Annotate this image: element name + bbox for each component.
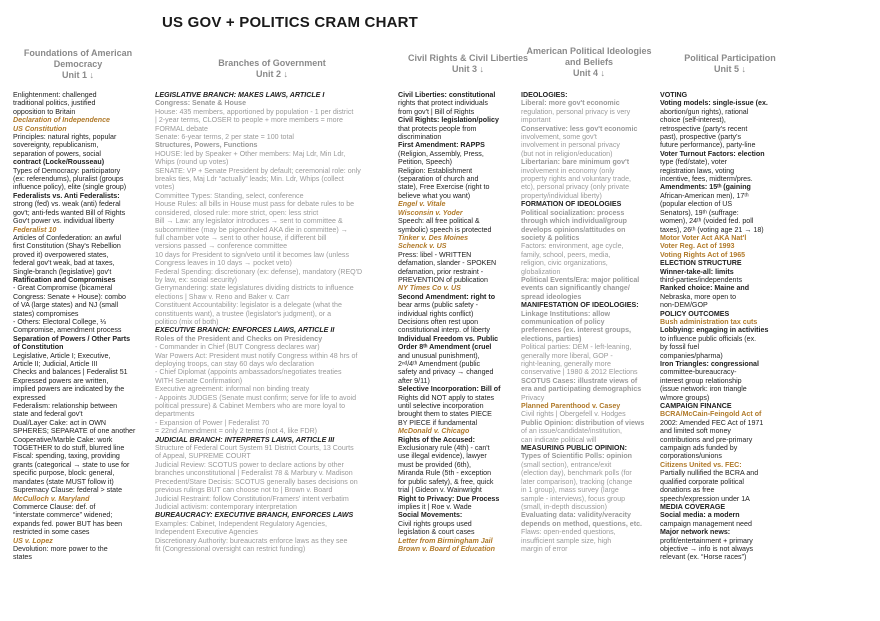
note-line: US Constitution <box>13 124 67 133</box>
note-line: - Great Compromise (bicameral <box>13 284 113 293</box>
note-line: Letter from Birmingham Jail <box>398 536 493 545</box>
note-line: House Rules: all bills in House must pass for debate rules to be <box>155 200 355 209</box>
note-line: and limited soft money <box>660 427 731 436</box>
note-line: later comparison), tracking (change <box>521 477 633 486</box>
note-line: elections, parties) <box>521 334 582 343</box>
note-line: relevant (ex. “Horse races”) <box>660 553 747 562</box>
note-line: legislation & court cases <box>398 528 475 537</box>
note-line: (but not in religion/education) <box>521 149 613 158</box>
note-line: Motor Voter Act AKA Nat'l <box>660 233 747 242</box>
note-line: politico (mix of both) <box>155 317 219 326</box>
note-line: Compromise, amendment process <box>13 326 122 335</box>
note-line: Examples: Cabinet, Independent Regulatory Agencies, <box>155 519 327 528</box>
note-line: taxes), 26ᵗʰ (voting age 21 → 18) <box>660 225 764 234</box>
note-line: committee-bureaucracy- <box>660 368 737 377</box>
note-line: of VA (large states) and NJ (small <box>13 301 119 310</box>
note-line: Structure of Federal Court System 91 District Courts, 13 Courts <box>155 444 354 453</box>
unit-3-header <box>398 53 538 75</box>
note-line: political pressure) & Cabinet Members who are more loyal to <box>155 402 346 411</box>
note-line: first Constitution (Shay's Rebellion <box>13 242 121 251</box>
note-line: Tinker v. Des Moines <box>398 233 469 242</box>
note-line: (small section), entrance/exit <box>521 460 612 469</box>
note-line: SCOTUS Cases: illustrate views of <box>521 376 638 385</box>
note-line: (Religion, Assembly, Press, <box>398 149 484 158</box>
note-line: Exclusionary rule (4th) - can't <box>398 444 490 453</box>
note-line: Conservative: less gov't economic <box>521 124 638 133</box>
note-line: | 2-year terms, CLOSER to people + more members = more <box>155 116 343 125</box>
page-title: US GOV + POLITICS CRAM CHART <box>162 14 419 31</box>
note-line: margin of error <box>521 544 568 553</box>
note-line: from gov't | Bill of Rights <box>398 107 475 116</box>
note-line: - Others: Electoral College, ⅓ <box>13 317 107 326</box>
note-line: involvement in personal privacy <box>521 141 620 150</box>
note-line: campaign ads funded by <box>660 444 738 453</box>
note-line: Supremacy Clause: federal > state <box>13 486 123 495</box>
note-line: insufficient sample size, high <box>521 536 612 545</box>
note-line: Fiscal: spending, taxing, providing <box>13 452 120 461</box>
note-line: First Amendment: RAPPS <box>398 141 485 150</box>
note-line: Factors: environment, age cycle, <box>521 242 624 251</box>
note-line: Miranda Rule (5th - exception <box>398 469 492 478</box>
note-line: retrospective (party's recent <box>660 124 748 133</box>
note-line: Federalist 10 <box>13 225 57 234</box>
note-line: expands fed. power BUT has been <box>13 519 123 528</box>
note-line: 2ⁿᵈ/4ᵗʰ Amendment (public <box>398 360 481 368</box>
note-line: Nebraska, more open to <box>660 292 737 301</box>
note-line: Constituent Accountability: legislator is a delegate (what the <box>155 301 342 310</box>
note-line: society & politics <box>521 233 580 242</box>
note-line: states <box>13 553 32 562</box>
note-line: considered, closed rule: more strict, open: less strict <box>155 208 319 217</box>
note-line: era and participating demographics <box>521 385 642 394</box>
note-line: Principles: natural rights, popular <box>13 133 117 142</box>
note-line: Devolution: more power to the <box>13 544 108 553</box>
note-line: implied powers are indicated by the <box>13 385 125 394</box>
note-line: property rights and voluntary trade, <box>521 175 632 184</box>
note-line: Congress: Senate & House <box>155 99 247 108</box>
note-line: Press: libel - WRITTEN <box>398 250 472 259</box>
note-line: trial | Gideon v. Wainwright <box>398 486 482 495</box>
note-line: Senate: 6-year terms, 2 per state = 100 total <box>155 133 294 142</box>
note-line: (ex: referendums), pluralist (groups <box>13 175 124 184</box>
unit-label: Unit 3 ↓ <box>451 64 484 74</box>
note-line: Public Opinion: distribution of views <box>521 418 645 427</box>
note-line: separation of powers, social <box>13 149 101 158</box>
note-line: speech/expression under 1A <box>660 494 750 503</box>
note-line: Civil Liberties: constitutional <box>398 91 496 99</box>
note-line: = 22nd Amendment = only 2 terms (not 4, like FDR) <box>155 427 318 436</box>
note-line: women), 24ᵗʰ (voided fed. poll <box>660 217 754 226</box>
note-line: VOTING <box>660 91 688 99</box>
unit-3-notes <box>398 91 516 553</box>
note-line: Separation of Powers / Other Parts <box>13 334 131 343</box>
note-line: spread ideologies <box>521 292 582 301</box>
note-line: deploying troops, can stay 60 days w/o declaration <box>155 360 314 368</box>
note-line: 10 days for President to sign/veto until it becomes law (unless <box>155 250 349 259</box>
unit-5-header <box>660 53 800 75</box>
note-line: Voting models: single-issue (ex. <box>660 99 768 108</box>
note-line: preferences (ex. interest groups, <box>521 326 631 335</box>
unit-name: Branches of Government <box>218 58 326 68</box>
note-line: mandates (state MUST follow it) <box>13 477 114 486</box>
note-line: corporations/unions <box>660 452 722 461</box>
note-line: Cooperative/Marble Cake: work <box>13 435 113 444</box>
note-line: constitutional interp. of liberty <box>398 326 490 335</box>
note-line: through which individual/group <box>521 217 628 226</box>
note-line: Liberal: more gov't economic <box>521 99 620 108</box>
note-line: Schenck v. US <box>398 242 447 251</box>
note-line: (small, in-depth discussion) <box>521 502 607 511</box>
note-line: specific purpose, block: general, <box>13 469 115 478</box>
note-line: (election day), benchmark polls (for <box>521 469 632 478</box>
note-line: Commerce Clause: def. of <box>13 502 96 511</box>
note-line: Decisions often rest upon <box>398 317 479 326</box>
note-line: in 1 group), mass survey (large <box>521 486 619 495</box>
note-line: Religion: Establishment <box>398 166 473 175</box>
note-line: family, school, peers, media, <box>521 250 611 259</box>
note-line: Gov't power vs. individual liberty <box>13 217 115 226</box>
note-line: Congress leaves in 10 days → pocket veto) <box>155 259 292 268</box>
note-line: implies it | Roe v. Wade <box>398 502 472 511</box>
note-line: (popular election of US <box>660 200 733 209</box>
note-line: JUDICIAL BRANCH: INTERPRETS LAWS, ARTICLE III <box>155 435 335 444</box>
note-line: (separation of church and <box>398 175 479 184</box>
note-line: Legislative, Article I; Executive, <box>13 351 111 360</box>
note-line: third-parties/independents <box>660 275 743 284</box>
note-line: Discretionary Authority: bureaucrats enforce laws as they see <box>155 536 348 545</box>
note-line: Judicial Restraint: follow Constitution/Framers' intent verbatim <box>155 494 349 503</box>
note-line: for public safety), & free, quick <box>398 477 494 486</box>
note-line: HOUSE: led by Speaker + Other members: Maj Ldr, Min Ldr, <box>155 149 346 158</box>
note-line: donations as free <box>660 486 715 495</box>
note-line: traditional politics, justified <box>13 99 96 108</box>
note-line: SENATE: VP + Senate President by default; ceremonial role: only <box>155 166 361 175</box>
note-line: right-leaning, generally more <box>521 360 611 368</box>
note-line: Major network news: <box>660 528 731 537</box>
note-line: that protects people from <box>398 124 477 133</box>
note-line: versions passed → conference committee <box>155 242 288 251</box>
note-line: w/more groups) <box>660 393 710 402</box>
note-line: Judicial Review: SCOTUS power to declare actions by other <box>155 460 344 469</box>
note-line: Political socialization: process <box>521 208 625 217</box>
note-line: type (fed/state), voter <box>660 158 728 167</box>
note-line: of Appeal, SUPREME COURT <box>155 452 251 461</box>
note-line: fit (Congressional oversight can restrict funding) <box>155 544 306 553</box>
note-line: Lobbying: engaging in activities <box>660 326 769 335</box>
note-line: contract (Locke/Rousseau) <box>13 158 105 167</box>
note-line: FORMAL debate <box>155 124 208 133</box>
note-line: influence policy), elite (single group) <box>13 183 127 192</box>
note-line: and unusual punishment), <box>398 351 480 360</box>
note-line: Planned Parenthood v. Casey <box>521 402 621 411</box>
note-line: Roles of the President and Checks on Presidency <box>155 334 323 343</box>
note-line: Senators), 19ᵗʰ (suffrage: <box>660 208 739 217</box>
note-line: Privacy <box>521 393 545 402</box>
note-line: Congress: Senate + House): combo <box>13 292 126 301</box>
note-line: Enlightenment: challenged <box>13 91 97 99</box>
note-line: Rights of the Accused: <box>398 435 475 444</box>
note-line: Engel v. Vitale <box>398 200 446 209</box>
note-line: Petition, Speech) <box>398 158 453 167</box>
note-line: “interstate commerce” widened; <box>13 511 113 520</box>
note-line: companies/pharma) <box>660 351 723 360</box>
note-line: religion, civic organizations, <box>521 259 608 268</box>
note-line: MEDIA COVERAGE <box>660 502 726 511</box>
unit-5-notes <box>660 91 788 562</box>
note-line: McCulloch v. Maryland <box>13 494 90 503</box>
note-line: grants (categorical → state to use for <box>13 460 130 469</box>
note-line: campaign management need <box>660 519 752 528</box>
note-line: must be provided (6th), <box>398 460 471 469</box>
note-line: Ranked choice: Maine and <box>660 284 750 293</box>
note-line: TOGETHER to do stuff, blurred line <box>13 444 125 453</box>
note-line: contributions and pre-primary <box>660 435 753 444</box>
note-line: qualified corporate political <box>660 477 744 486</box>
note-line: by fossil fuel <box>660 343 700 352</box>
note-line: EXECUTIVE BRANCH: ENFORCES LAWS, ARTICLE II <box>155 326 335 335</box>
note-line: use illegal evidence), lawyer <box>398 452 487 461</box>
note-line: African-American men), 17ᵗʰ <box>660 191 749 200</box>
note-line: departments <box>155 410 195 419</box>
note-line: Wisconsin v. Yoder <box>398 208 463 217</box>
note-line: bear arms (public safety - <box>398 301 479 310</box>
note-line: previous rulings BUT can choose not to | Brown v. Board <box>155 486 333 495</box>
note-line: registration laws, voting <box>660 166 735 175</box>
note-line: ELECTION STRUCTURE <box>660 259 742 268</box>
note-line: develops opinions/attitudes on <box>521 225 626 234</box>
note-line: involvement in economy (only <box>521 166 615 175</box>
note-line: globalization <box>521 267 561 276</box>
unit-name: Political Participation <box>684 53 776 63</box>
note-line: state), Free Exercise (right to <box>398 183 490 192</box>
note-line: regulation, personal privacy is very <box>521 107 631 116</box>
note-line: past), prospective (party's <box>660 133 741 142</box>
note-line: state and federal gov't <box>13 410 83 419</box>
note-line: proved it) overpowered states, <box>13 250 109 259</box>
note-line: breaks ties, Maj Ldr “actually” leads; Min. Ldr, Whips (collect <box>155 175 344 184</box>
note-line: federal gov't weak, bad at taxes, <box>13 259 115 268</box>
note-line: Precedent/Stare Decisis: SCOTUS generally bases decisions on <box>155 477 358 486</box>
note-line: CAMPAIGN FINANCE <box>660 402 732 411</box>
note-line: branches unconstitutional | Federalist 78 & Marbury v. Madison <box>155 469 353 478</box>
unit-label: Unit 1 ↓ <box>61 70 94 80</box>
note-line: Executive agreement: informal non binding treaty <box>155 385 310 394</box>
note-line: symbolic) speech is protected <box>398 225 492 234</box>
note-line: brought them to states PIECE <box>398 410 492 419</box>
note-line: Speech: all free political & <box>398 217 480 226</box>
note-line: important <box>521 116 551 125</box>
note-line: - Chief Diplomat (appoints ambassadors/negotiates treaties <box>155 368 342 377</box>
note-line: Winner-take-all: limits <box>660 267 734 276</box>
note-line: (issue network: iron triangle <box>660 385 747 394</box>
unit-1-notes <box>13 91 153 562</box>
note-line: non-DEM/GOP <box>660 301 708 310</box>
unit-1-header <box>18 48 138 81</box>
note-line: events can significantly change/ <box>521 284 630 293</box>
note-line: discrimination <box>398 133 442 142</box>
note-line: Voter Reg. Act of 1993 <box>660 242 735 251</box>
unit-name: American Political Ideologies and Beliefs <box>526 46 652 67</box>
unit-label: Unit 2 ↓ <box>255 69 288 79</box>
note-line: Checks and balances | Federalist 51 <box>13 368 128 377</box>
note-line: future performance), party-line <box>660 141 756 150</box>
note-line: Social media: a modern <box>660 511 740 520</box>
note-line: interest group relationship <box>660 376 742 385</box>
note-line: Federalism: relationship between <box>13 402 118 411</box>
note-line: Independent Executive Agencies <box>155 528 258 537</box>
note-line: Flaws: open-ended questions, <box>521 528 616 537</box>
note-line: Selective Incorporation: Bill of <box>398 385 501 394</box>
note-line: Bush administration tax cuts <box>660 317 758 326</box>
note-line: Ratification and Compromises <box>13 275 116 284</box>
note-line: Right to Privacy: Due Process <box>398 494 500 503</box>
note-line: McDonald v. Chicago <box>398 427 470 436</box>
note-line: profit/entertainment + primary <box>660 536 753 545</box>
note-line: believe what you want) <box>398 191 471 200</box>
note-line: Citizens United vs. FEC: <box>660 460 742 469</box>
note-line: safety and privacy → changed <box>398 368 494 377</box>
unit-4-notes <box>521 91 656 553</box>
note-line: Rights did NOT apply to states <box>398 393 495 402</box>
unit-name: Civil Rights & Civil Liberties <box>407 53 529 63</box>
note-line: Individual Freedom vs. Public <box>398 334 499 343</box>
note-line: War Powers Act: President must notify Congress within 48 hrs of <box>155 351 358 360</box>
note-line: Libertarian: bare minimum gov't <box>521 158 630 167</box>
note-line: to influence public officials (ex. <box>660 334 757 343</box>
note-line: POLICY OUTCOMES <box>660 309 730 318</box>
note-line: PREVENTION of publication <box>398 275 488 284</box>
note-line: Iron Triangles: congressional <box>660 360 759 368</box>
note-line: generally more liberal, GOP - <box>521 351 613 360</box>
note-line: communication of policy <box>521 317 605 326</box>
note-line: Social Movements: <box>398 511 463 520</box>
note-line: defamation, slander - SPOKEN <box>398 259 497 268</box>
note-line: elections | Shaw v. Reno and Baker v. Carr <box>155 292 290 301</box>
note-line: of Constitution <box>13 343 64 352</box>
note-line: rights that protect individuals <box>398 99 488 108</box>
note-line: Amendments: 15ᵗʰ (gaining <box>660 183 751 192</box>
note-line: by law, ex: social security) <box>155 275 238 284</box>
note-line: 2002: Amended FEC Act of 1971 <box>660 418 764 427</box>
note-line: of an issue/candidate/institution, <box>521 427 622 436</box>
note-line: MANIFESTATION OF IDEOLOGIES: <box>521 301 639 310</box>
note-line: US v. Lopez <box>13 536 53 545</box>
note-line: IDEOLOGIES: <box>521 91 568 99</box>
note-line: Types of Democracy: participatory <box>13 166 121 175</box>
note-line: Political parties: DEM - left-leaning, <box>521 343 632 352</box>
unit-4-header <box>520 46 658 79</box>
note-line: House: 435 members, apportioned by population - 1 per district <box>155 107 354 116</box>
note-line: opposition to Britain <box>13 107 76 116</box>
note-line: Articles of Confederation: an awful <box>13 233 122 242</box>
note-line: after 9/11) <box>398 376 430 385</box>
note-line: Civil rights groups used <box>398 519 472 528</box>
unit-name: Foundations of American Democracy <box>23 48 133 69</box>
note-line: Expressed powers are written, <box>13 376 109 385</box>
note-line: MEASURING PUBLIC OPINION: <box>521 444 628 453</box>
note-line: full chamber vote → sent to other house, if different bill <box>155 233 327 242</box>
note-line: - Appoints JUDGES (Senate must confirm; serve for life to avoid <box>155 393 357 402</box>
note-line: Whips (round up votes) <box>155 158 229 167</box>
note-line: can indicate political will <box>521 435 597 444</box>
note-line: gov't; anti-feds wanted Bill of Rights <box>13 208 126 217</box>
note-line: Voter Turnout Factors: election <box>660 149 765 158</box>
note-line: abortion/gun rights), rational <box>660 107 749 116</box>
note-line: Order 8ᵗʰ Amendment (cruel <box>398 343 492 352</box>
note-line: Dual/Layer Cake: act in OWN <box>13 418 107 427</box>
note-line: restricted in some cases <box>13 528 90 537</box>
note-line: Civil Rights: legislation/policy <box>398 116 499 125</box>
note-line: Types of Scientific Polls: opinion <box>521 452 633 461</box>
note-line: Partially nullified the BCRA and <box>660 469 759 478</box>
note-line: subcommittee (may be pigeonholed AKA die in committee) → <box>155 225 348 234</box>
unit-2-header <box>198 58 346 80</box>
note-line: - Expansion of Power | Federalist 70 <box>155 418 270 427</box>
note-line: Declaration of Independence <box>13 116 110 125</box>
note-line: constituents want), a trustee (legislator's judgment), or a <box>155 309 332 318</box>
note-line: Second Amendment: right to <box>398 292 496 301</box>
note-line: Voting Rights Act of 1965 <box>660 250 746 259</box>
note-line: sovereignty, republicanism, <box>13 141 99 150</box>
unit-2-notes <box>155 91 395 553</box>
note-line: Evaluating data: validity/veracity <box>521 511 631 520</box>
note-line: WITH Senate Confirmation) <box>155 376 243 385</box>
note-line: BCRA/McCain-Feingold Act of <box>660 410 762 419</box>
note-line: Article II; Judicial, Article III <box>13 360 98 368</box>
note-line: BUREAUCRACY: EXECUTIVE BRANCH, ENFORCES LAWS <box>155 511 354 520</box>
note-line: sample - interviews), focus group <box>521 494 626 503</box>
note-line: LEGISLATIVE BRANCH: MAKES LAWS, ARTICLE I <box>155 91 325 99</box>
note-line: Brown v. Board of Education <box>398 544 495 553</box>
note-line: choice (self-interest), <box>660 116 726 125</box>
note-line: property/individual liberty) <box>521 191 602 200</box>
note-line: Political Events/Era: major political <box>521 275 640 284</box>
note-line: objective → info is not always <box>660 544 754 553</box>
note-line: conservative | 1980 & 2012 Elections <box>521 368 638 377</box>
note-line: Federalists vs. Anti Federalists: <box>13 191 120 200</box>
unit-label: Unit 5 ↓ <box>713 64 746 74</box>
note-line: votes) <box>155 183 175 192</box>
note-line: expressed <box>13 393 46 402</box>
note-line: BY PIECE if fundamental <box>398 418 478 427</box>
note-line: NY Times Co v. US <box>398 284 461 293</box>
note-line: individual rights conflict) <box>398 309 474 318</box>
note-line: - Commander in Chief (BUT Congress declares war) <box>155 343 320 352</box>
note-line: Civil rights | Obergefell v. Hodges <box>521 410 626 419</box>
note-line: Federal Spending: discretionary (ex: defense), mandatory (REQ'D <box>155 267 363 276</box>
note-line: SPHERES; SEPARATE of one another <box>13 427 136 436</box>
note-line: Single-branch (legislative) gov't <box>13 267 112 276</box>
note-line: incentive, fees, midterm/pres. <box>660 175 753 184</box>
note-line: Judicial activism: contemporary interpretation <box>155 502 297 511</box>
note-line: until selective incorporation <box>398 402 484 411</box>
note-line: involvement, some gov't <box>521 133 597 142</box>
note-line: etc), personal privacy (only private <box>521 183 630 192</box>
note-line: FORMATION OF IDEOLOGIES <box>521 200 622 209</box>
note-line: defamation, prior restraint - <box>398 267 484 276</box>
note-line: Structures, Powers, Functions <box>155 141 258 150</box>
note-line: Committee Types: Standing, select, conference <box>155 191 304 200</box>
unit-label: Unit 4 ↓ <box>572 68 605 78</box>
note-line: Gerrymandering: state legislatures dividing districts to influence <box>155 284 354 293</box>
note-line: strong (fed) vs. weak (anti) federal <box>13 200 121 209</box>
note-line: Linkage Institutions: allow <box>521 309 611 318</box>
note-line: depends on method, questions, etc. <box>521 519 642 528</box>
note-line: states) compromises <box>13 309 79 318</box>
note-line: Bill → Law: any legislator introduces → sent to committee & <box>155 217 343 226</box>
